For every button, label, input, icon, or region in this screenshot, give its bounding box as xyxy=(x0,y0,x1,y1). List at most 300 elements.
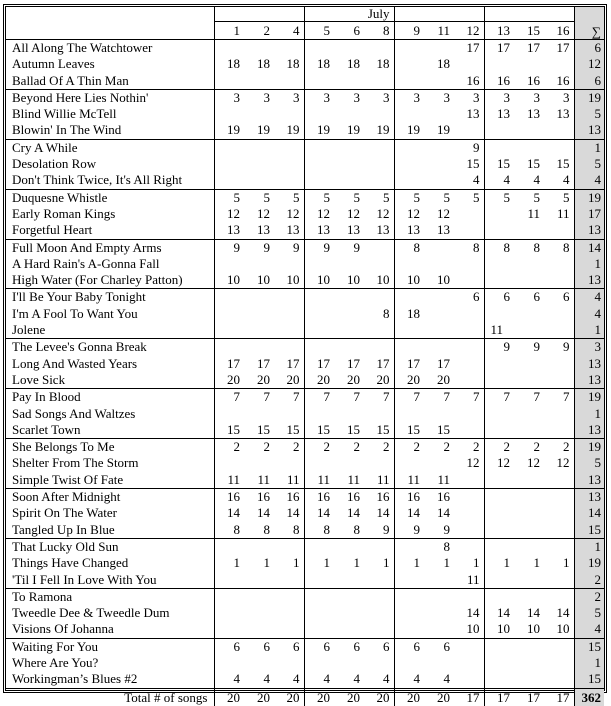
song-position-cell: 9 xyxy=(544,339,574,356)
song-count-total: 13 xyxy=(574,222,604,239)
song-position-cell xyxy=(364,572,394,589)
song-position-cell: 19 xyxy=(347,122,360,138)
song-position-cell: 7 xyxy=(514,389,544,406)
song-position-cell: 10 xyxy=(437,272,450,288)
song-position-cell: 18 xyxy=(286,56,300,72)
song-position-cell xyxy=(394,621,424,638)
song-position-cell xyxy=(274,339,304,356)
song-count-total: 19 xyxy=(574,89,604,106)
setlist-table xyxy=(6,7,604,706)
table-row xyxy=(6,189,604,206)
song-position-cell xyxy=(304,40,334,57)
song-count-total: 2 xyxy=(574,572,604,589)
song-position-cell xyxy=(424,73,454,90)
song-position-cell xyxy=(424,172,454,189)
song-position-cell: 10 xyxy=(484,621,514,638)
song-position-cell xyxy=(454,372,484,389)
song-position-cell: 9 xyxy=(304,239,334,256)
song-position-cell: 19 xyxy=(257,122,270,138)
song-count-total: 4 xyxy=(574,172,604,189)
song-title: Things Have Changed xyxy=(12,555,129,571)
song-position-cell xyxy=(454,406,484,422)
song-position-cell: 3 xyxy=(544,89,574,106)
song-position-cell xyxy=(484,272,514,289)
song-position-cell: 11 xyxy=(376,471,390,487)
song-position-cell xyxy=(244,322,274,339)
song-title: Autumn Leaves xyxy=(12,56,95,72)
song-position-cell xyxy=(304,455,334,471)
song-position-cell xyxy=(244,40,274,57)
song-position-cell: 15 xyxy=(304,422,334,439)
song-position-cell: 3 xyxy=(214,89,244,106)
song-position-cell xyxy=(244,605,274,621)
song-position-cell: 4 xyxy=(533,172,540,188)
song-position-cell: 17 xyxy=(454,40,484,57)
song-position-cell: 4 xyxy=(214,671,244,688)
song-position-cell: 20 xyxy=(214,372,244,389)
song-position-cell: 1 xyxy=(443,555,450,571)
song-position-cell: 11 xyxy=(466,571,480,587)
song-position-cell xyxy=(274,106,304,122)
song-position-cell xyxy=(544,472,574,489)
song-position-cell xyxy=(544,655,574,671)
song-position-cell xyxy=(544,572,574,589)
song-position-cell: 17 xyxy=(544,40,574,57)
song-position-cell xyxy=(244,339,274,356)
song-position-cell xyxy=(514,522,544,539)
song-position-cell: 4 xyxy=(263,671,270,687)
song-count-total: 2 xyxy=(574,588,604,605)
song-count-total: 14 xyxy=(574,239,604,256)
song-position-cell: 14 xyxy=(214,505,244,521)
song-count-total: 5 xyxy=(574,605,604,621)
song-position-cell xyxy=(304,406,334,422)
song-position-cell xyxy=(244,655,274,671)
song-title: That Lucky Old Sun xyxy=(6,538,214,555)
song-position-cell: 3 xyxy=(274,89,304,106)
grand-total: 362 xyxy=(574,688,604,706)
song-position-cell: 6 xyxy=(304,638,334,655)
table-row xyxy=(6,122,604,139)
song-position-cell xyxy=(394,156,424,172)
song-position-cell xyxy=(244,621,274,638)
song-position-cell xyxy=(214,455,244,471)
song-position-cell xyxy=(364,40,394,57)
song-count-total: 1 xyxy=(574,139,604,156)
song-position-cell xyxy=(544,356,574,372)
song-position-cell: 6 xyxy=(424,638,454,655)
song-count-total: 5 xyxy=(574,106,604,122)
song-position-cell xyxy=(514,322,544,339)
song-position-cell: 20 xyxy=(347,371,360,387)
total-cell: 20 xyxy=(364,688,394,706)
table-row xyxy=(6,239,604,256)
song-position-cell xyxy=(454,472,484,489)
song-position-cell xyxy=(244,455,274,471)
song-position-cell: 19 xyxy=(394,122,424,139)
song-title: Where Are You? xyxy=(12,654,99,670)
song-position-cell xyxy=(244,139,274,156)
total-cell: 20 xyxy=(244,688,274,706)
song-position-cell xyxy=(334,172,364,189)
song-position-cell xyxy=(454,489,484,506)
song-position-cell xyxy=(364,339,394,356)
song-position-cell: 10 xyxy=(394,272,424,289)
song-position-cell: 5 xyxy=(424,189,454,206)
song-position-cell xyxy=(274,73,304,90)
song-count-total: 15 xyxy=(574,522,604,539)
table-row xyxy=(6,222,604,239)
song-position-cell xyxy=(274,172,304,189)
song-position-cell: 19 xyxy=(376,122,390,138)
song-position-cell xyxy=(544,256,574,272)
song-position-cell: 2 xyxy=(514,439,544,456)
song-position-cell: 2 xyxy=(334,439,364,456)
song-position-cell xyxy=(544,122,574,139)
song-position-cell xyxy=(514,505,544,521)
song-position-cell xyxy=(304,588,334,605)
song-position-cell xyxy=(424,106,454,122)
song-position-cell xyxy=(304,655,334,671)
song-position-cell xyxy=(334,40,364,57)
song-title: Pay In Blood xyxy=(6,389,214,406)
total-cell: 20 xyxy=(394,688,424,706)
song-position-cell: 20 xyxy=(286,371,300,387)
song-position-cell xyxy=(514,356,544,372)
song-position-cell xyxy=(454,306,484,322)
song-title: The Levee's Gonna Break xyxy=(6,339,214,356)
song-count-total: 13 xyxy=(574,489,604,506)
song-position-cell xyxy=(274,621,304,638)
song-position-cell: 5 xyxy=(214,189,244,206)
song-position-cell: 11 xyxy=(347,471,360,487)
song-position-cell xyxy=(514,139,544,156)
song-position-cell: 4 xyxy=(443,671,450,687)
song-position-cell xyxy=(364,621,394,638)
song-position-cell xyxy=(514,422,544,439)
day-header: 13 xyxy=(484,22,514,40)
song-position-cell: 6 xyxy=(544,289,574,306)
song-position-cell: 17 xyxy=(214,356,244,372)
song-position-cell xyxy=(484,122,514,139)
table-row xyxy=(6,89,604,106)
song-title: Ballad Of A Thin Man xyxy=(12,72,129,88)
song-position-cell: 8 xyxy=(383,305,390,321)
song-title: Waiting For You xyxy=(6,638,214,655)
song-position-cell: 16 xyxy=(484,73,514,90)
table-row xyxy=(6,621,604,638)
table-row xyxy=(6,322,604,339)
song-position-cell xyxy=(334,289,364,306)
song-position-cell xyxy=(274,289,304,306)
header-row-days xyxy=(6,22,604,40)
song-position-cell xyxy=(454,422,484,439)
table-row xyxy=(6,406,604,422)
song-position-cell: 13 xyxy=(214,222,244,239)
song-position-cell: 9 xyxy=(274,239,304,256)
song-position-cell: 18 xyxy=(376,56,390,72)
song-position-cell xyxy=(394,106,424,122)
song-position-cell xyxy=(424,139,454,156)
song-position-cell: 15 xyxy=(214,422,244,439)
song-position-cell xyxy=(304,538,334,555)
song-title: I'll Be Your Baby Tonight xyxy=(6,289,214,306)
song-position-cell xyxy=(484,406,514,422)
song-position-cell xyxy=(364,605,394,621)
song-position-cell: 12 xyxy=(257,205,270,221)
song-position-cell xyxy=(274,655,304,671)
song-position-cell: 3 xyxy=(334,89,364,106)
song-position-cell xyxy=(334,588,364,605)
table-row xyxy=(6,372,604,389)
song-position-cell xyxy=(484,522,514,539)
song-position-cell xyxy=(274,455,304,471)
song-position-cell: 17 xyxy=(437,355,450,371)
song-position-cell xyxy=(364,106,394,122)
song-position-cell xyxy=(214,538,244,555)
song-position-cell: 17 xyxy=(394,356,424,372)
song-position-cell: 2 xyxy=(214,439,244,456)
song-position-cell: 13 xyxy=(394,222,424,239)
song-position-cell xyxy=(394,655,424,671)
song-position-cell: 10 xyxy=(286,272,300,288)
song-position-cell: 13 xyxy=(257,222,270,238)
song-position-cell: 16 xyxy=(334,489,364,506)
song-position-cell xyxy=(424,306,454,322)
table-row xyxy=(6,489,604,506)
song-position-cell xyxy=(544,272,574,289)
song-position-cell: 8 xyxy=(304,522,334,539)
song-position-cell xyxy=(304,322,334,339)
song-position-cell xyxy=(454,56,484,72)
song-position-cell: 13 xyxy=(527,106,540,122)
song-position-cell xyxy=(214,40,244,57)
song-position-cell: 10 xyxy=(214,272,244,289)
table-row xyxy=(6,655,604,671)
song-position-cell: 15 xyxy=(376,421,390,437)
song-count-total: 4 xyxy=(574,621,604,638)
song-position-cell: 18 xyxy=(304,56,334,72)
song-count-total: 3 xyxy=(574,339,604,356)
header-blank xyxy=(6,22,214,40)
song-position-cell xyxy=(394,605,424,621)
song-position-cell: 9 xyxy=(214,239,244,256)
song-position-cell: 11 xyxy=(394,472,424,489)
song-position-cell xyxy=(424,621,454,638)
song-position-cell xyxy=(514,588,544,605)
header-group-4 xyxy=(484,7,574,22)
song-position-cell xyxy=(484,356,514,372)
song-position-cell xyxy=(544,588,574,605)
song-position-cell: 10 xyxy=(347,272,360,288)
song-position-cell: 5 xyxy=(304,189,334,206)
song-position-cell: 16 xyxy=(527,72,540,88)
song-title: I'm A Fool To Want You xyxy=(12,305,138,321)
song-position-cell xyxy=(274,139,304,156)
song-position-cell xyxy=(214,256,244,272)
song-position-cell: 15 xyxy=(347,421,360,437)
song-count-total: 19 xyxy=(574,389,604,406)
song-position-cell xyxy=(394,289,424,306)
song-position-cell xyxy=(214,655,244,671)
song-position-cell xyxy=(514,638,544,655)
song-position-cell: 4 xyxy=(563,172,570,188)
song-position-cell: 14 xyxy=(556,605,570,621)
song-position-cell: 5 xyxy=(544,189,574,206)
song-position-cell xyxy=(244,106,274,122)
song-title: Tweedle Dee & Tweedle Dum xyxy=(12,605,170,621)
song-position-cell xyxy=(334,306,364,322)
song-position-cell: 11 xyxy=(527,205,540,221)
song-count-total: 17 xyxy=(574,206,604,222)
song-title: Cry A While xyxy=(6,139,214,156)
song-position-cell xyxy=(514,406,544,422)
song-position-cell xyxy=(484,56,514,72)
song-position-cell: 10 xyxy=(304,272,334,289)
song-position-cell: 15 xyxy=(484,156,514,172)
song-position-cell: 13 xyxy=(484,106,514,122)
song-position-cell: 18 xyxy=(214,56,244,72)
song-position-cell: 17 xyxy=(484,40,514,57)
song-position-cell xyxy=(394,139,424,156)
song-position-cell: 18 xyxy=(394,306,424,322)
song-title: She Belongs To Me xyxy=(6,439,214,456)
song-position-cell xyxy=(544,522,574,539)
song-count-total: 6 xyxy=(574,40,604,57)
song-position-cell xyxy=(334,655,364,671)
song-position-cell xyxy=(454,206,484,222)
table-row xyxy=(6,289,604,306)
song-position-cell: 7 xyxy=(244,389,274,406)
song-position-cell xyxy=(484,372,514,389)
day-header: 11 xyxy=(424,22,454,40)
song-position-cell xyxy=(424,406,454,422)
song-count-total: 6 xyxy=(574,73,604,90)
song-position-cell: 7 xyxy=(544,389,574,406)
song-position-cell: 1 xyxy=(473,555,480,571)
song-title: A Hard Rain's A-Gonna Fall xyxy=(12,255,160,271)
song-title: Jolene xyxy=(12,322,46,338)
song-position-cell xyxy=(364,156,394,172)
table-row xyxy=(6,272,604,289)
song-position-cell: 10 xyxy=(466,621,480,637)
song-position-cell xyxy=(274,256,304,272)
song-position-cell xyxy=(304,621,334,638)
song-position-cell xyxy=(424,572,454,589)
song-position-cell xyxy=(514,256,544,272)
song-position-cell: 17 xyxy=(286,355,300,371)
song-position-cell: 5 xyxy=(364,189,394,206)
song-position-cell: 9 xyxy=(454,139,484,156)
song-position-cell: 8 xyxy=(293,521,300,537)
song-position-cell: 3 xyxy=(364,89,394,106)
song-position-cell xyxy=(514,538,544,555)
song-position-cell: 10 xyxy=(527,621,540,637)
song-position-cell: 5 xyxy=(334,189,364,206)
song-count-total: 5 xyxy=(574,455,604,471)
song-position-cell: 17 xyxy=(514,40,544,57)
song-position-cell xyxy=(304,605,334,621)
day-header: 6 xyxy=(334,22,364,40)
song-position-cell: 1 xyxy=(293,555,300,571)
song-position-cell: 2 xyxy=(364,439,394,456)
day-header: 16 xyxy=(544,22,574,40)
song-title: Don't Think Twice, It's All Right xyxy=(12,172,183,188)
song-position-cell xyxy=(454,356,484,372)
song-position-cell xyxy=(424,256,454,272)
song-position-cell: 11 xyxy=(437,471,450,487)
song-position-cell xyxy=(514,671,544,688)
song-position-cell: 3 xyxy=(394,89,424,106)
table-row xyxy=(6,156,604,172)
song-position-cell xyxy=(484,256,514,272)
song-position-cell xyxy=(454,222,484,239)
song-position-cell xyxy=(394,256,424,272)
song-position-cell: 8 xyxy=(544,239,574,256)
song-position-cell xyxy=(334,572,364,589)
song-title: Early Roman Kings xyxy=(12,205,116,221)
day-header: 2 xyxy=(244,22,274,40)
song-position-cell xyxy=(544,56,574,72)
song-position-cell: 16 xyxy=(556,72,570,88)
table-row xyxy=(6,555,604,571)
song-count-total: 4 xyxy=(574,289,604,306)
song-position-cell xyxy=(424,289,454,306)
song-position-cell xyxy=(214,106,244,122)
song-position-cell xyxy=(514,655,544,671)
song-position-cell: 4 xyxy=(293,671,300,687)
song-position-cell xyxy=(274,40,304,57)
song-position-cell: 14 xyxy=(347,505,360,521)
song-position-cell xyxy=(334,621,364,638)
song-title: Beyond Here Lies Nothin' xyxy=(6,89,214,106)
song-position-cell xyxy=(214,73,244,90)
song-count-total: 1 xyxy=(574,655,604,671)
song-position-cell xyxy=(334,73,364,90)
song-position-cell: 12 xyxy=(304,206,334,222)
song-title: Blind Willie McTell xyxy=(12,106,117,122)
song-count-total: 13 xyxy=(574,372,604,389)
header-group-1 xyxy=(214,7,304,22)
song-position-cell xyxy=(304,73,334,90)
header-row-month xyxy=(6,7,604,22)
song-position-cell: 1 xyxy=(304,555,334,571)
song-position-cell xyxy=(394,455,424,471)
song-position-cell: 17 xyxy=(304,356,334,372)
song-title: Simple Twist Of Fate xyxy=(12,471,124,487)
song-position-cell: 11 xyxy=(556,205,570,221)
song-position-cell xyxy=(274,605,304,621)
song-position-cell: 7 xyxy=(274,389,304,406)
song-position-cell: 6 xyxy=(454,289,484,306)
song-title: Duquesne Whistle xyxy=(6,189,214,206)
table-row xyxy=(6,439,604,456)
song-position-cell: 15 xyxy=(394,422,424,439)
song-position-cell: 12 xyxy=(437,205,450,221)
song-position-cell xyxy=(484,489,514,506)
song-position-cell: 12 xyxy=(394,206,424,222)
song-position-cell xyxy=(544,372,574,389)
sum-header: ∑ xyxy=(574,7,604,40)
song-position-cell xyxy=(364,406,394,422)
song-position-cell xyxy=(454,671,484,688)
song-position-cell: 12 xyxy=(376,205,390,221)
song-position-cell xyxy=(544,538,574,555)
table-row xyxy=(6,389,604,406)
song-position-cell: 13 xyxy=(286,222,300,238)
song-position-cell xyxy=(484,538,514,555)
song-position-cell xyxy=(214,406,244,422)
